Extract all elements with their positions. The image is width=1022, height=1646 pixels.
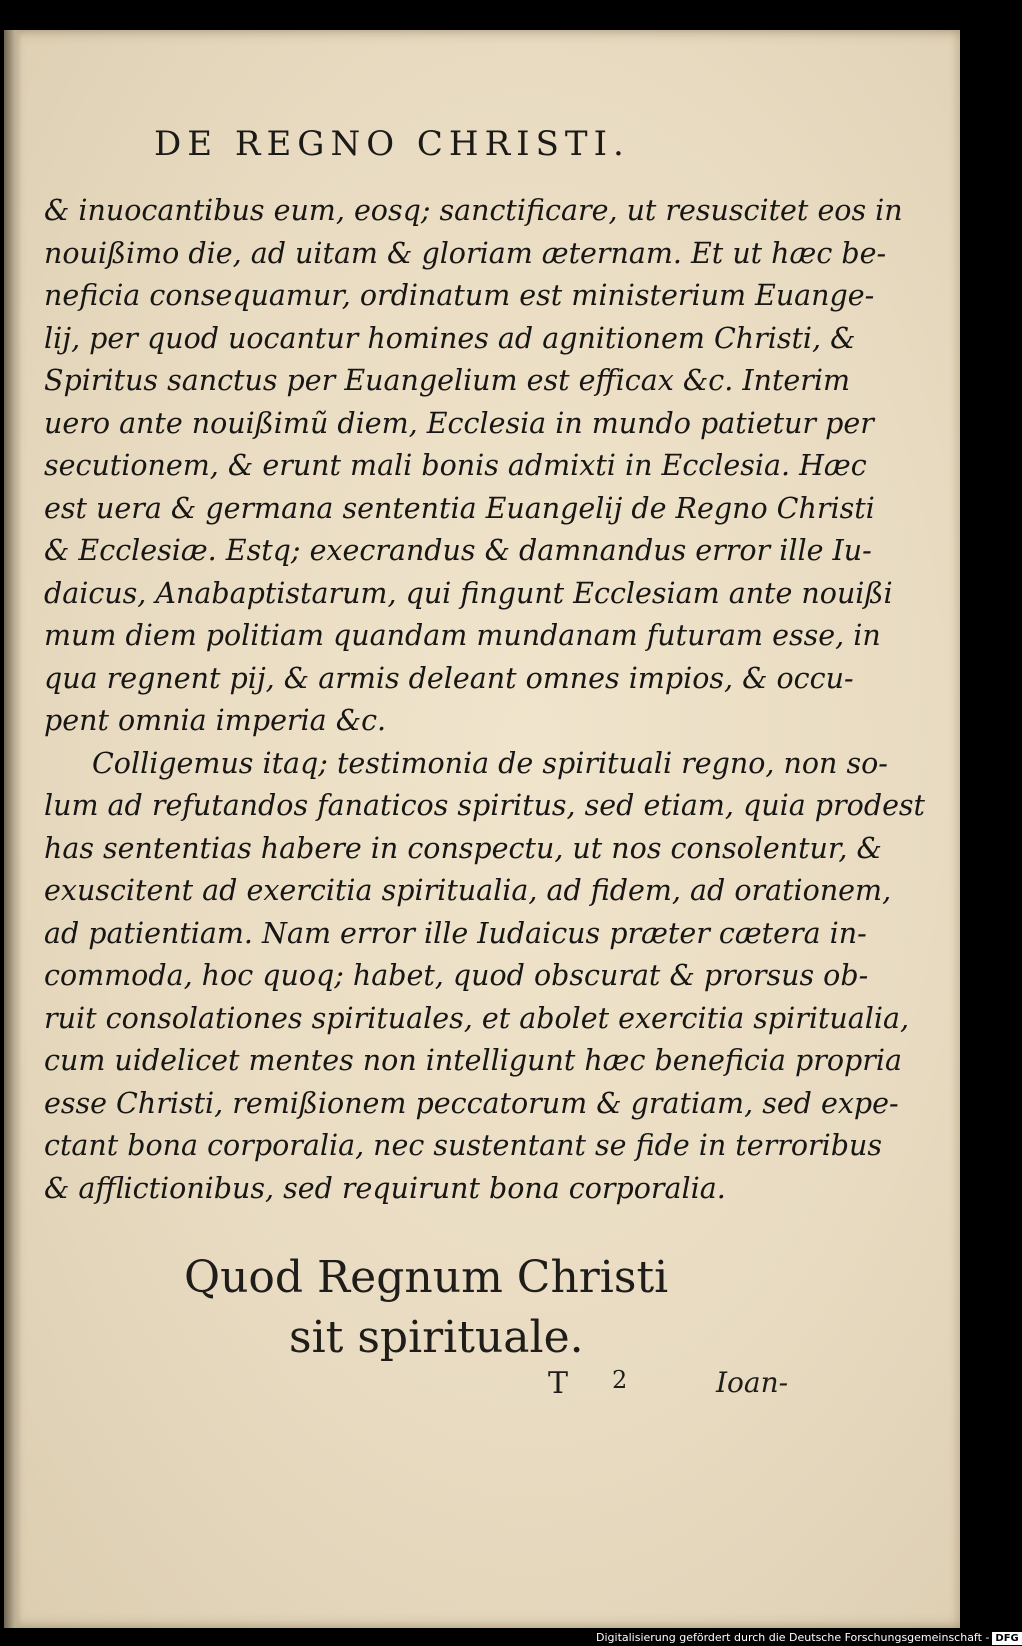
book-page — [4, 30, 960, 1628]
text-line: has sententias habere in conspectu, ut nos consolentur, & — [44, 831, 882, 865]
running-header: DE REGNO CHRISTI. — [154, 124, 630, 164]
section-title — [184, 1248, 684, 1368]
text-line: daicus, Anabaptistarum, qui fingunt Ecclesiam ante nouißi — [44, 576, 893, 610]
text-line: pent omnia imperia &c. — [44, 704, 387, 737]
section-title-line: sit spirituale. — [289, 1312, 584, 1363]
section-title-line: Quod Regnum Christi — [184, 1252, 669, 1303]
text-line-indented: Colligemus itaq; testimonia de spirituali regno, non so- — [92, 746, 888, 780]
text-line: lum ad refutandos fanaticos spiritus, sed etiam, quia prodest — [44, 789, 926, 822]
text-line: neficia consequamur, ordinatum est ministerium Euange- — [44, 279, 875, 312]
signature-mark: T — [548, 1366, 569, 1401]
text-line: ad patientiam. Nam error ille Iudaicus præter cætera in- — [44, 916, 867, 950]
dfg-logo: DFG — [992, 1632, 1021, 1645]
text-line: ruit consolationes spirituales, et abolet exercitia spiritualia, — [44, 1001, 910, 1035]
text-line: est uera & germana sententia Euangelij de Regno Christi — [44, 491, 875, 525]
text-line: exuscitent ad exercitia spiritualia, ad fidem, ad orationem, — [44, 874, 892, 907]
text-line: mum diem politiam quandam mundanam futuram esse, in — [44, 619, 881, 652]
digitization-footer — [596, 1630, 1019, 1646]
text-line: ctant bona corporalia, nec sustentant se fide in terroribus — [44, 1129, 882, 1162]
text-line: secutionem, & erunt mali bonis admixti in Ecclesia. Hæc — [44, 449, 867, 482]
text-line: qua regnent pij, & armis deleant omnes impios, & occu- — [44, 661, 854, 695]
text-line: lij, per quod uocantur homines ad agnitionem Christi, & — [44, 321, 856, 355]
body-text — [44, 190, 926, 1210]
text-line: esse Christi, remißionem peccatorum & gratiam, sed expe- — [44, 1086, 899, 1120]
catchword: Ioan- — [716, 1366, 789, 1399]
footer-text: Digitalisierung gefördert durch die Deutsche Forschungsgemeinschaft - — [596, 1631, 990, 1644]
text-line: & inuocantibus eum, eosq; sanctificare, ut resuscitet eos in — [44, 194, 903, 227]
text-line: commoda, hoc quoq; habet, quod obscurat & prorsus ob- — [44, 959, 869, 992]
page-gutter-shadow — [4, 30, 22, 1628]
text-line: nouißimo die, ad uitam & gloriam æternam. Et ut hæc be- — [44, 236, 887, 270]
text-line: cum uidelicet mentes non intelligunt hæc beneficia propria — [44, 1044, 902, 1077]
text-line: uero ante nouißimũ diem, Ecclesia in mundo patietur per — [44, 406, 874, 440]
signature-number: 2 — [612, 1366, 628, 1394]
text-line: Spiritus sanctus per Euangelium est efficax &c. Interim — [44, 364, 851, 397]
text-line: & afflictionibus, sed requirunt bona corporalia. — [44, 1171, 726, 1205]
text-line: & Ecclesiæ. Estq; execrandus & damnandus error ille Iu- — [44, 534, 872, 567]
